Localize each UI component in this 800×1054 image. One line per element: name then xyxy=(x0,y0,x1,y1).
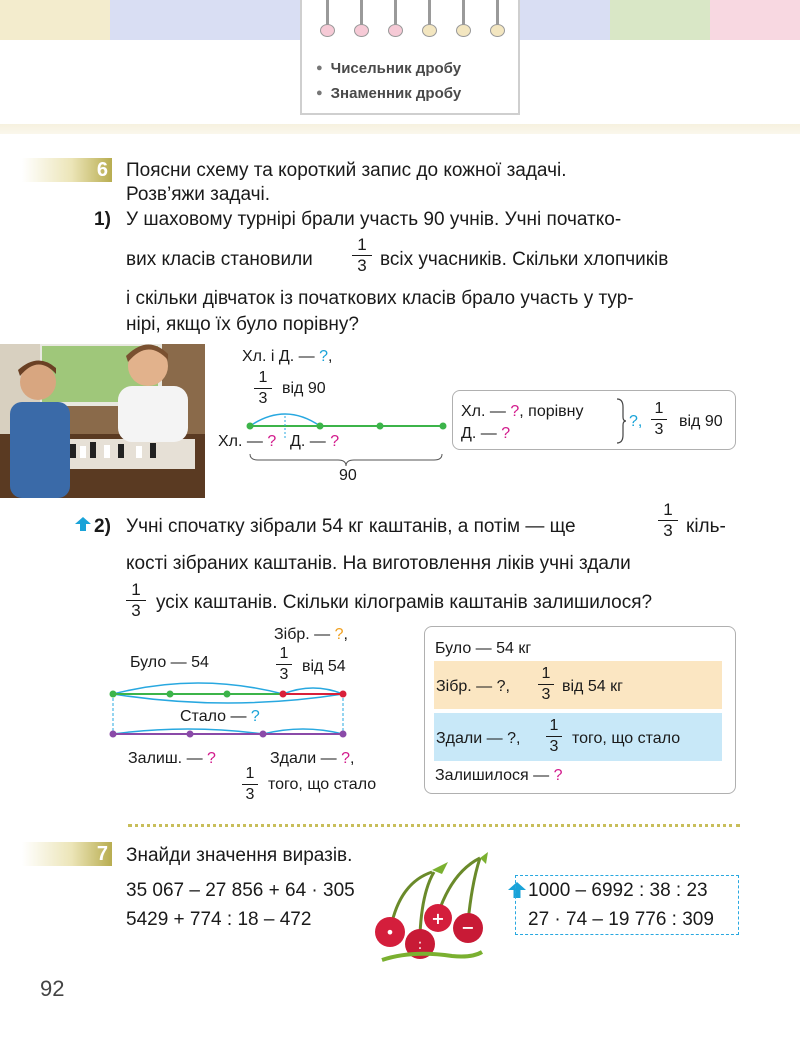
problem-2-line-3: усіх каштанів. Скільки кілограмів каштанів залишилося? xyxy=(156,592,653,613)
problem-2-fraction-2: $\frac{1}{3}$ xyxy=(126,580,146,621)
problem-2-line-1b: кіль- xyxy=(686,516,726,537)
scheme-2-of-what-became: того, що стало xyxy=(268,776,377,793)
scheme-2-became: Стало — ? xyxy=(180,708,260,725)
note-1-girls: Д. — ? xyxy=(461,425,511,442)
notebook-item-numerator: ● Чисельник дробу xyxy=(316,60,461,77)
scheme-1-fraction: $\frac{1}{3}$ xyxy=(254,368,272,409)
dotted-separator xyxy=(128,824,740,827)
task-6-badge: 6 xyxy=(22,158,112,182)
scheme-2-fraction-2: $\frac{1}{3}$ xyxy=(242,764,258,805)
svg-text::: : xyxy=(417,937,423,953)
note-2-remaining: Залишилося — ? xyxy=(435,767,563,784)
problem-1-line-2b: всіх учасників. Скільки хлопчиків xyxy=(380,249,669,270)
top-strip-lavender-right xyxy=(520,0,610,40)
chess-photo xyxy=(0,344,205,498)
problem-2-fraction-1: $\frac{1}{3}$ xyxy=(658,500,678,541)
expression-4: 27 · 74 – 19 776 : 309 xyxy=(528,909,714,930)
expression-3: 1000 – 6992 : 38 : 23 xyxy=(528,880,708,901)
difficulty-arrow-icon xyxy=(75,517,91,531)
note-1-q: ?, xyxy=(629,413,643,430)
notebook-card xyxy=(300,0,520,115)
note-2-collected-row: Зібр. — ?, $\frac{1}{3}$ від 54 кг xyxy=(434,661,722,709)
problem-1-line-2a: вих класів становили xyxy=(126,249,313,270)
task-6-instruction-2: Розв’яжи задачі. xyxy=(126,184,271,205)
scheme-1-boys: Хл. — ? xyxy=(218,433,277,450)
note-2-given-row: Здали — ?, $\frac{1}{3}$ того, що стало xyxy=(434,713,722,761)
scheme-2-from-54: від 54 xyxy=(302,658,346,675)
problem-1-label: 1) xyxy=(94,209,111,230)
top-strip-green xyxy=(610,0,710,40)
cherries-illustration xyxy=(372,852,492,962)
scheme-2-remaining: Залиш. — ? xyxy=(128,750,216,767)
notebook-item-denominator: ● Знаменник дробу xyxy=(316,85,461,102)
note-box-1: Хл. — ?, порівну Д. — ? ?, $\frac{1}{3}$ від 90 xyxy=(452,390,736,450)
problem-1-fraction: $\frac{1}{3}$ xyxy=(352,235,372,276)
expression-1: 35 067 – 27 856 + 64 · 305 xyxy=(126,880,355,901)
scheme-1-from-90: від 90 xyxy=(282,380,326,397)
page-number: 92 xyxy=(40,976,65,1001)
svg-text:•: • xyxy=(385,923,395,942)
scheme-2-given: Здали — ?, xyxy=(270,750,355,767)
svg-text:+: + xyxy=(431,909,445,928)
scheme-2-fraction-1: $\frac{1}{3}$ xyxy=(276,644,292,685)
top-strip-pink xyxy=(710,0,800,40)
scheme-1-total: 90 xyxy=(339,467,357,484)
problem-1-line-1: У шаховому турнірі брали участь 90 учнів. Учні початко- xyxy=(126,209,622,230)
scheme-1-girls: Д. — ? xyxy=(290,433,340,450)
expression-2: 5429 + 774 : 18 – 472 xyxy=(126,909,312,930)
top-strip-beige xyxy=(0,0,110,40)
note-1-boys: Хл. — ?, порівну xyxy=(461,403,584,420)
problem-1-line-4: нірі, якщо їх було порівну? xyxy=(126,314,359,335)
scheme-2-collected: Зібр. — ?, xyxy=(274,626,348,643)
scheme-1-top-label: Хл. і Д. — ?, xyxy=(242,348,333,365)
separator-bar xyxy=(0,124,800,134)
top-strip-lavender xyxy=(110,0,300,40)
problem-2-label: 2) xyxy=(94,516,111,537)
note-1-from-90: від 90 xyxy=(679,413,723,430)
task-7-instruction: Знайди значення виразів. xyxy=(126,845,353,866)
note-2-was: Було — 54 кг xyxy=(435,640,532,657)
note-box-2 xyxy=(424,626,736,794)
svg-text:−: − xyxy=(461,918,475,937)
problem-2-line-2: кості зібраних каштанів. На виготовлення ліків учні здали xyxy=(126,553,631,574)
problem-1-line-3: і скільки дівчаток із початкових класів брало участь у тур- xyxy=(126,288,634,309)
scheme-2-was: Було — 54 xyxy=(130,654,209,671)
task-7-badge: 7 xyxy=(22,842,112,866)
task-6-instruction-1: Поясни схему та короткий запис до кожної задачі. xyxy=(126,160,567,181)
problem-2-line-1a: Учні спочатку зібрали 54 кг каштанів, а потім — ще xyxy=(126,516,576,537)
